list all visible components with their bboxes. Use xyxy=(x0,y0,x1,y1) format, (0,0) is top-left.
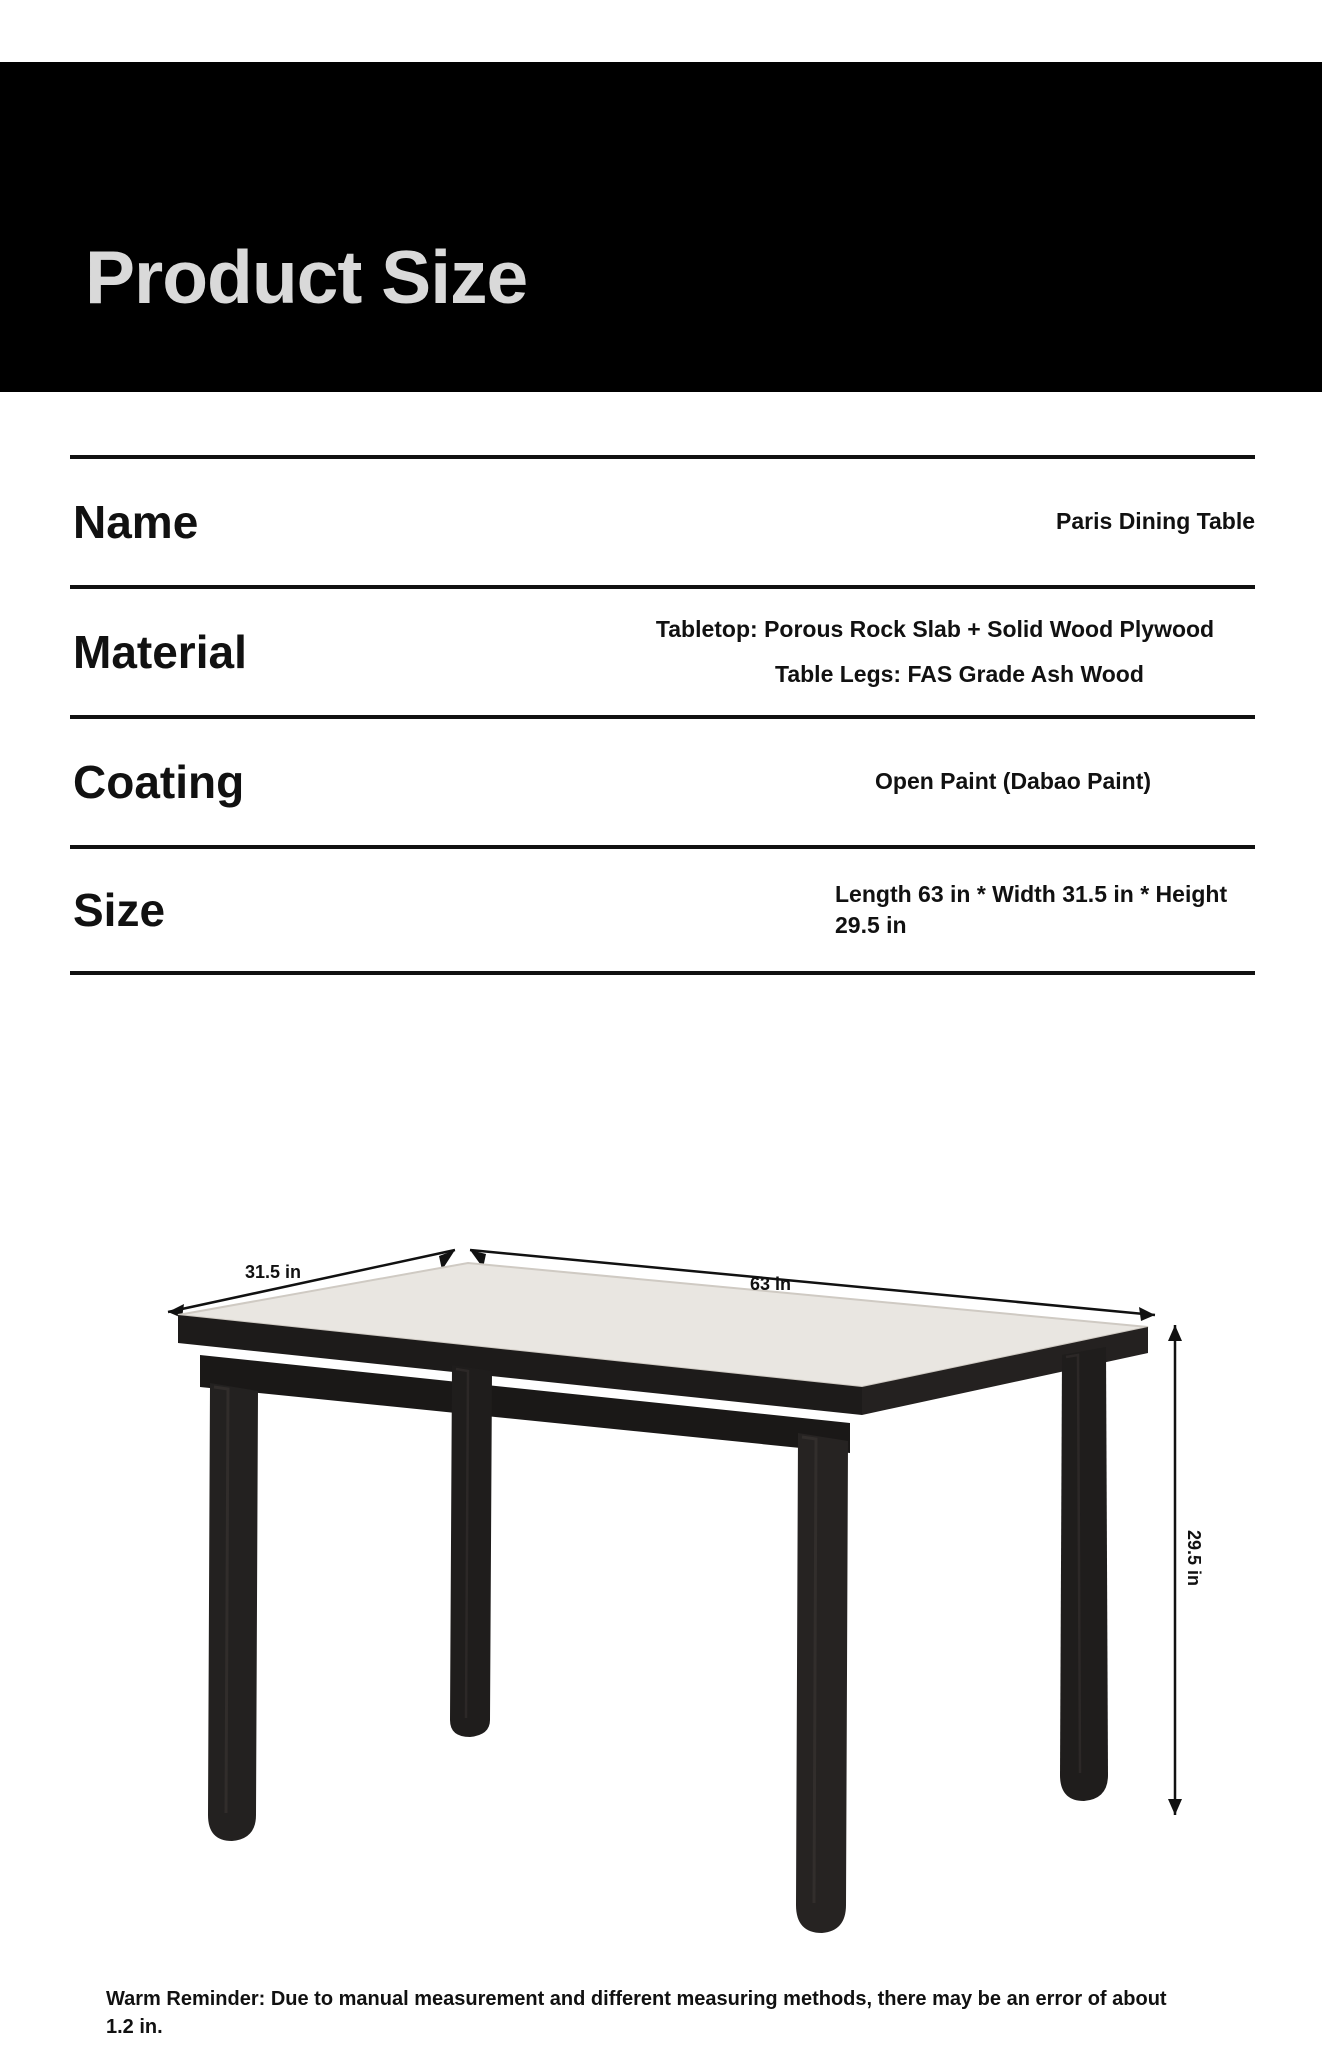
table-row xyxy=(70,455,1255,585)
spec-value-material-line2: Table Legs: FAS Grade Ash Wood xyxy=(775,661,1144,687)
spec-value-material xyxy=(635,614,1255,690)
product-dimension-diagram xyxy=(0,1215,1322,1955)
table-row xyxy=(70,845,1255,975)
dimension-label-width: 31.5 in xyxy=(245,1262,302,1282)
spec-label-size: Size xyxy=(73,884,166,936)
spec-value-material-line1: Tabletop: Porous Rock Slab + Solid Wood Plywood xyxy=(655,615,1215,642)
spec-label-coating: Coating xyxy=(73,756,245,808)
table-row xyxy=(70,585,1255,715)
dimension-label-length: 63 in xyxy=(750,1274,792,1294)
warm-reminder-text: Warm Reminder: Due to manual measurement and different measuring methods, there may be an error of about 1.2 in. xyxy=(106,1988,1167,2038)
spec-label-name: Name xyxy=(73,496,199,548)
dimension-label-height: 29.5 in xyxy=(1184,1530,1204,1587)
table-row xyxy=(70,715,1255,845)
header-band xyxy=(0,62,1322,392)
page-title: Product Size xyxy=(85,235,528,319)
spec-value-name: Paris Dining Table xyxy=(1056,508,1255,535)
spec-table xyxy=(70,455,1255,975)
spec-value-coating: Open Paint (Dabao Paint) xyxy=(875,768,1152,795)
table-illustration xyxy=(178,1263,1148,1933)
spec-label-material: Material xyxy=(73,626,247,678)
spec-value-size: Length 63 in * Width 31.5 in * Height 29.5 in xyxy=(835,880,1228,938)
